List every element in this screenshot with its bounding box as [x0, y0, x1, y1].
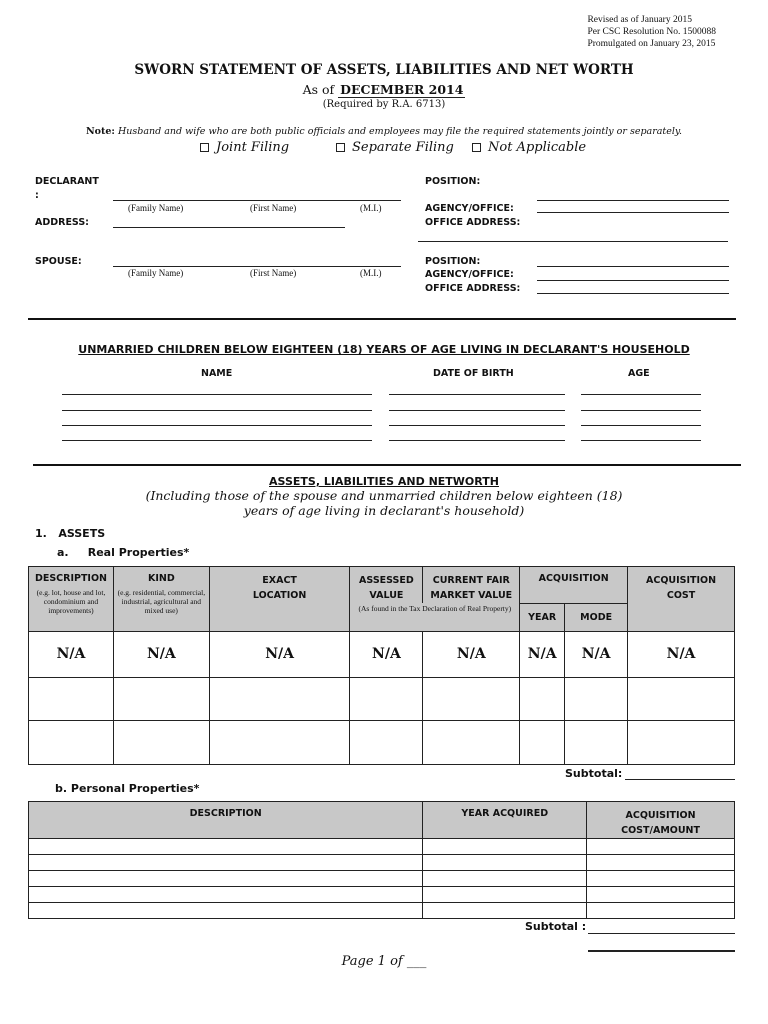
child-age-field[interactable] — [581, 440, 701, 441]
personal-cell-empty[interactable] — [29, 887, 423, 903]
personal-subtotal-double-rule — [588, 950, 735, 952]
personal-cell-empty[interactable] — [29, 871, 423, 887]
real-header-year: YEAR — [520, 603, 565, 631]
child-dob-field[interactable] — [389, 394, 565, 395]
declarant-colon: : — [35, 190, 39, 201]
children-heading: UNMARRIED CHILDREN BELOW EIGHTEEN (18) YEARS OF AGE LIVING IN DECLARANT'S HOUSEHOLD — [78, 343, 690, 356]
not-applicable-option[interactable] — [472, 140, 586, 155]
real-subtotal-field[interactable] — [625, 779, 735, 780]
personal-header-cost — [587, 802, 735, 839]
real-cell-empty[interactable] — [565, 720, 628, 764]
revision-line-1: Revised as of January 2015 — [587, 15, 692, 25]
declarant-first-name-caption: (First Name) — [250, 203, 297, 213]
personal-subtotal-field[interactable] — [588, 933, 735, 934]
joint-filing-option[interactable] — [200, 140, 289, 155]
declarant-family-name-caption: (Family Name) — [128, 203, 184, 213]
personal-cell-empty[interactable] — [423, 839, 587, 855]
declarant-name-field[interactable] — [113, 200, 401, 201]
real-header-location — [209, 567, 350, 632]
real-cell-empty[interactable] — [628, 720, 735, 764]
as-of-date: DECEMBER 2014 — [340, 82, 464, 97]
table-row — [29, 887, 735, 903]
separate-filing-label: Separate Filing — [352, 140, 454, 155]
personal-subtotal-label: Subtotal : — [525, 920, 587, 933]
personal-cell-empty[interactable] — [29, 855, 423, 871]
real-header-kind-note: (e.g. residential, commercial, industrial, agricultural and mixed use) — [117, 588, 206, 615]
real-cell-empty[interactable] — [520, 720, 565, 764]
real-cell-year[interactable]: N/A — [520, 631, 565, 677]
children-col-name: NAME — [201, 368, 233, 379]
as-of-line — [0, 82, 768, 97]
personal-cell-empty[interactable] — [29, 839, 423, 855]
real-header-tax-note — [350, 603, 520, 631]
spouse-agency-office-field[interactable] — [537, 280, 729, 281]
real-cell-empty[interactable] — [113, 720, 209, 764]
required-by: (Required by R.A. 6713) — [322, 99, 446, 110]
table-row — [29, 720, 735, 764]
real-cell-empty[interactable] — [423, 720, 520, 764]
real-header-acquisition: ACQUISITION — [520, 567, 628, 604]
personal-properties-label: b. Personal Properties* — [55, 782, 200, 795]
real-cell-empty[interactable] — [29, 720, 114, 764]
real-cell-market[interactable]: N/A — [423, 631, 520, 677]
real-cell-empty[interactable] — [520, 677, 565, 720]
personal-header-year: YEAR ACQUIRED — [423, 802, 587, 839]
personal-cell-empty[interactable] — [423, 903, 587, 919]
spouse-agency-office-label: AGENCY/OFFICE: — [425, 269, 514, 280]
spouse-office-address-label: OFFICE ADDRESS: — [425, 283, 521, 294]
note-label: Note: — [85, 126, 115, 137]
personal-header-cost-text-1: ACQUISITION — [625, 810, 696, 821]
personal-header-cost-text-2: COST/AMOUNT — [621, 825, 700, 836]
personal-header-description: DESCRIPTION — [29, 802, 423, 839]
real-header-market — [423, 567, 520, 604]
real-cell-empty[interactable] — [628, 677, 735, 720]
real-cell-empty[interactable] — [29, 677, 114, 720]
agency-office-field[interactable] — [537, 212, 729, 213]
real-cell-empty[interactable] — [113, 677, 209, 720]
assets-label: 1. ASSETS — [35, 527, 106, 540]
spouse-name-field[interactable] — [113, 266, 401, 267]
joint-filing-label: Joint Filing — [216, 140, 290, 155]
revision-block — [587, 14, 716, 50]
child-name-field[interactable] — [62, 410, 372, 411]
section-divider-2 — [33, 464, 741, 466]
real-cell-assessed[interactable]: N/A — [350, 631, 423, 677]
real-header-exact-text: EXACT — [262, 575, 297, 586]
children-col-age: AGE — [628, 368, 650, 379]
personal-cell-empty[interactable] — [29, 903, 423, 919]
child-name-field[interactable] — [62, 394, 372, 395]
real-header-kind-text: KIND — [147, 573, 175, 584]
table-row — [29, 677, 735, 720]
agency-office-label: AGENCY/OFFICE: — [425, 203, 514, 214]
personal-cell-empty[interactable] — [423, 887, 587, 903]
spouse-position-label: POSITION: — [425, 256, 481, 267]
real-properties-table — [28, 566, 735, 765]
not-applicable-label: Not Applicable — [488, 140, 587, 155]
real-cell-description[interactable]: N/A — [29, 631, 114, 677]
real-header-market-text: MARKET VALUE — [430, 590, 513, 601]
personal-cell-empty[interactable] — [587, 903, 735, 919]
personal-cell-empty[interactable] — [423, 871, 587, 887]
table-row — [29, 903, 735, 919]
table-row — [29, 631, 735, 677]
real-cell-empty[interactable] — [350, 720, 423, 764]
separate-filing-option[interactable] — [336, 140, 454, 155]
not-applicable-checkbox[interactable] — [472, 143, 481, 152]
real-cell-location[interactable]: N/A — [209, 631, 350, 677]
personal-cell-empty[interactable] — [587, 887, 735, 903]
position-field[interactable] — [537, 200, 729, 201]
real-header-description-text: DESCRIPTION — [34, 573, 107, 584]
section-divider-1 — [28, 318, 736, 320]
child-dob-field[interactable] — [389, 410, 565, 411]
real-properties-label: a. Real Properties* — [57, 546, 190, 559]
declarant-mi-caption: (M.I.) — [360, 203, 382, 213]
assets-heading: ASSETS, LIABILITIES AND NETWORTH — [269, 475, 499, 488]
child-name-field[interactable] — [62, 440, 372, 441]
personal-cell-empty[interactable] — [587, 871, 735, 887]
real-header-current-text: CURRENT FAIR — [432, 575, 510, 586]
spouse-label: SPOUSE: — [35, 256, 82, 267]
personal-cell-empty[interactable] — [587, 855, 735, 871]
personal-cell-empty[interactable] — [423, 855, 587, 871]
office-address-label: OFFICE ADDRESS: — [425, 217, 521, 228]
spouse-position-field[interactable] — [537, 266, 729, 267]
address-label: ADDRESS: — [35, 217, 89, 228]
assets-subtitle-1: (Including those of the spouse and unmarried children below eighteen (18) — [145, 488, 623, 503]
real-header-description — [29, 567, 114, 632]
real-header-acquisition-cost — [628, 567, 735, 632]
revision-line-3: Promulgated on January 23, 2015 — [587, 39, 716, 49]
real-header-assessed-text: ASSESSED — [359, 575, 414, 586]
real-cell-cost[interactable]: N/A — [628, 631, 735, 677]
real-cell-empty[interactable] — [565, 677, 628, 720]
real-header-value-text: VALUE — [369, 590, 404, 601]
address-field[interactable] — [113, 227, 345, 228]
real-header-description-note: (e.g. lot, house and lot, condominium and improvements) — [36, 588, 106, 615]
child-dob-field[interactable] — [389, 425, 565, 426]
child-age-field[interactable] — [581, 425, 701, 426]
personal-properties-table — [28, 801, 735, 919]
child-age-field[interactable] — [581, 394, 701, 395]
real-cell-empty[interactable] — [423, 677, 520, 720]
real-header-tax-note-text: (As found in the Tax Declaration of Real Property) — [358, 604, 512, 613]
position-label: POSITION: — [425, 176, 481, 187]
table-row — [29, 855, 735, 871]
spouse-mi-caption: (M.I.) — [360, 268, 382, 278]
real-subtotal-label: Subtotal: — [565, 767, 623, 780]
real-cell-kind[interactable]: N/A — [113, 631, 209, 677]
real-cell-empty[interactable] — [350, 677, 423, 720]
personal-cell-empty[interactable] — [587, 839, 735, 855]
real-header-acq-cost-text-2: COST — [666, 590, 696, 601]
real-header-location-text: LOCATION — [252, 590, 307, 601]
spouse-family-name-caption: (Family Name) — [128, 268, 184, 278]
child-dob-field[interactable] — [389, 440, 565, 441]
real-cell-mode[interactable]: N/A — [565, 631, 628, 677]
real-header-kind — [113, 567, 209, 632]
child-name-field[interactable] — [62, 425, 372, 426]
spouse-office-address-field[interactable] — [537, 293, 729, 294]
real-header-acq-cost-text-1: ACQUISITION — [646, 575, 717, 586]
joint-filing-checkbox[interactable] — [200, 143, 209, 152]
children-col-dob: DATE OF BIRTH — [433, 368, 514, 379]
note-text: Husband and wife who are both public officials and employees may file the required statements jointly or separately. — [117, 126, 683, 137]
as-of-label: As of — [302, 82, 335, 97]
real-cell-empty[interactable] — [209, 677, 350, 720]
page-number: Page 1 of ___ — [341, 954, 427, 969]
assets-subtitle-2: years of age living in declarant's household) — [243, 503, 525, 518]
child-age-field[interactable] — [581, 410, 701, 411]
real-header-mode: MODE — [565, 603, 628, 631]
table-row — [29, 839, 735, 855]
note-line — [0, 126, 768, 137]
declarant-label: DECLARANT — [35, 176, 99, 187]
table-row — [29, 871, 735, 887]
spouse-first-name-caption: (First Name) — [250, 268, 297, 278]
real-cell-empty[interactable] — [209, 720, 350, 764]
office-address-field[interactable] — [418, 241, 728, 242]
revision-line-2: Per CSC Resolution No. 1500088 — [587, 27, 716, 37]
separate-filing-checkbox[interactable] — [336, 143, 345, 152]
real-header-assessed — [350, 567, 423, 604]
page-title: SWORN STATEMENT OF ASSETS, LIABILITIES AND NET WORTH — [134, 62, 634, 78]
